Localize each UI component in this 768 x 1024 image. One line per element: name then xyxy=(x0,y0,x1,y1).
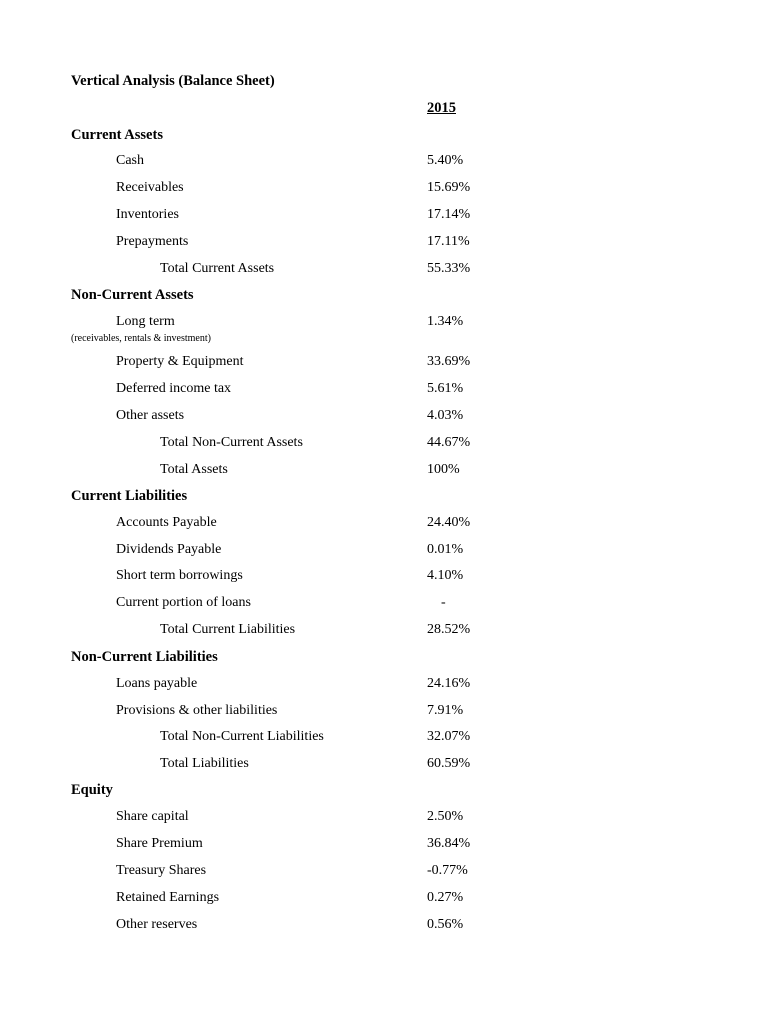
line-item-row xyxy=(0,836,768,858)
line-item-row xyxy=(0,408,768,430)
row-label: Retained Earnings xyxy=(116,890,220,905)
row-label: Accounts Payable xyxy=(116,515,217,530)
row-label: Receivables xyxy=(116,180,184,195)
row-value: 60.59% xyxy=(427,756,471,771)
row-value: 33.69% xyxy=(427,354,471,369)
total-row xyxy=(0,729,768,751)
row-label: Current portion of loans xyxy=(116,595,251,610)
line-item-row xyxy=(0,703,768,725)
row-label: Cash xyxy=(116,153,144,168)
total-row xyxy=(0,462,768,484)
row-value: 4.10% xyxy=(427,568,464,583)
row-value: 4.03% xyxy=(427,408,464,423)
row-label: Long term xyxy=(116,314,175,329)
row-value: 2.50% xyxy=(427,809,464,824)
section-label: Non-Current Assets xyxy=(71,287,194,303)
line-item-row xyxy=(0,568,768,590)
section-heading xyxy=(0,649,768,671)
row-label: Provisions & other liabilities xyxy=(116,703,278,718)
row-value: 100% xyxy=(427,462,460,477)
row-value: 28.52% xyxy=(427,622,471,637)
line-item-row xyxy=(0,595,768,617)
section-heading xyxy=(0,287,768,309)
row-label: Loans payable xyxy=(116,676,198,691)
line-item-row xyxy=(0,676,768,698)
row-value: 55.33% xyxy=(427,261,471,276)
line-item-row xyxy=(0,234,768,256)
line-item-row xyxy=(0,381,768,403)
section-label: Current Liabilities xyxy=(71,488,188,504)
row-value: 17.14% xyxy=(427,207,471,222)
line-item-row xyxy=(0,542,768,564)
line-item-row xyxy=(0,515,768,537)
total-row xyxy=(0,756,768,778)
line-item-row xyxy=(0,890,768,912)
row-label: Total Non-Current Assets xyxy=(160,435,303,450)
row-label: Other assets xyxy=(116,408,185,423)
row-value: 0.56% xyxy=(427,917,464,932)
line-item-row xyxy=(0,917,768,939)
row-footnote: (receivables, rentals & investment) xyxy=(71,333,211,344)
row-value: 17.11% xyxy=(427,234,470,249)
row-value: 0.27% xyxy=(427,890,464,905)
line-item-row xyxy=(0,153,768,175)
row-value: 5.40% xyxy=(427,153,464,168)
row-label: Total Liabilities xyxy=(160,756,249,771)
row-label: Treasury Shares xyxy=(116,863,207,878)
row-value: - xyxy=(441,595,446,610)
year-column-header: 2015 xyxy=(427,100,456,116)
row-value: 32.07% xyxy=(427,729,471,744)
row-label: Other reserves xyxy=(116,917,198,932)
document-title: Vertical Analysis (Balance Sheet) xyxy=(71,73,275,89)
row-label: Short term borrowings xyxy=(116,568,243,583)
line-item-row xyxy=(0,809,768,831)
row-value: 15.69% xyxy=(427,180,471,195)
row-label: Total Non-Current Liabilities xyxy=(160,729,324,744)
row-value: 5.61% xyxy=(427,381,464,396)
row-value: -0.77% xyxy=(427,863,468,878)
row-label: Share Premium xyxy=(116,836,203,851)
row-value: 24.40% xyxy=(427,515,471,530)
row-label: Property & Equipment xyxy=(116,354,244,369)
section-heading xyxy=(0,488,768,510)
line-item-row xyxy=(0,207,768,229)
row-label: Inventories xyxy=(116,207,179,222)
row-label: Total Current Assets xyxy=(160,261,275,276)
total-row xyxy=(0,622,768,644)
line-item-row xyxy=(0,354,768,376)
section-label: Non-Current Liabilities xyxy=(71,649,218,665)
row-value: 24.16% xyxy=(427,676,471,691)
row-value: 0.01% xyxy=(427,542,464,557)
total-row xyxy=(0,435,768,457)
line-item-row xyxy=(0,863,768,885)
line-item-row xyxy=(0,180,768,202)
row-value: 44.67% xyxy=(427,435,471,450)
row-value: 1.34% xyxy=(427,314,464,329)
row-label: Dividends Payable xyxy=(116,542,222,557)
section-heading xyxy=(0,127,768,149)
row-value: 7.91% xyxy=(427,703,464,718)
total-row xyxy=(0,261,768,283)
section-label: Equity xyxy=(71,782,113,798)
row-label: Share capital xyxy=(116,809,189,824)
section-label: Current Assets xyxy=(71,127,163,143)
row-label: Total Assets xyxy=(160,462,228,477)
section-heading xyxy=(0,782,768,804)
row-label: Deferred income tax xyxy=(116,381,232,396)
row-value: 36.84% xyxy=(427,836,471,851)
row-label: Prepayments xyxy=(116,234,189,249)
row-label: Total Current Liabilities xyxy=(160,622,296,637)
